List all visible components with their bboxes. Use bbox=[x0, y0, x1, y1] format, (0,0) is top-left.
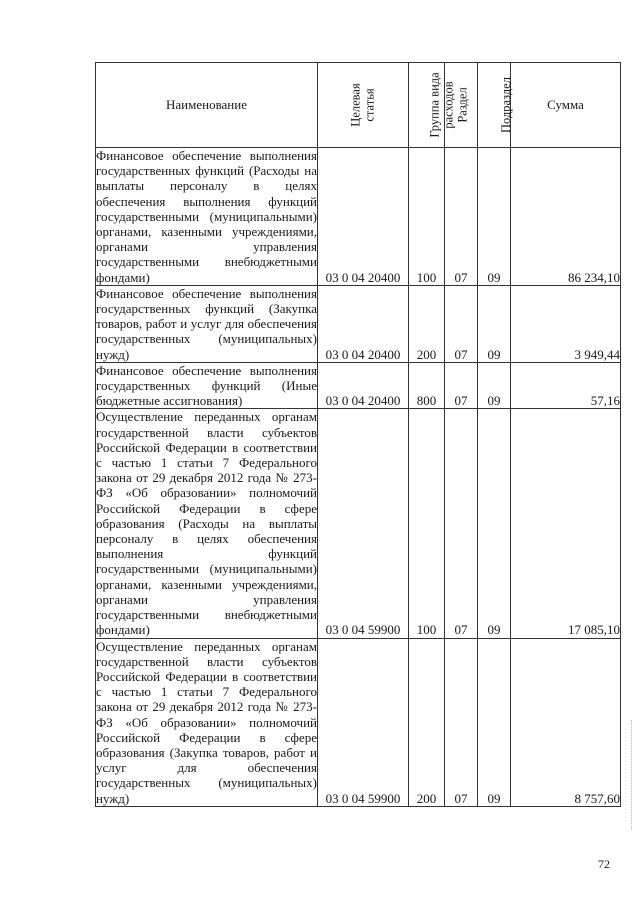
row-group: 800 bbox=[409, 362, 445, 409]
header-subsection bbox=[478, 63, 511, 148]
table-row bbox=[96, 285, 621, 362]
header-target-line2: статья bbox=[363, 87, 377, 122]
scan-artifact bbox=[631, 720, 634, 830]
row-section: 07 bbox=[445, 362, 478, 409]
header-section-label: Раздел bbox=[455, 87, 470, 123]
table-row bbox=[96, 409, 621, 638]
table-row bbox=[96, 638, 621, 806]
row-section: 07 bbox=[445, 409, 478, 638]
row-group: 100 bbox=[409, 409, 445, 638]
row-group: 200 bbox=[409, 638, 445, 806]
row-subsection: 09 bbox=[478, 638, 511, 806]
row-section: 07 bbox=[445, 148, 478, 286]
row-target: 03 0 04 20400 bbox=[318, 148, 409, 286]
row-group: 100 bbox=[409, 148, 445, 286]
row-name: Финансовое обеспечение выполнения государственных функций (Иные бюджетные ассигнования) bbox=[96, 362, 317, 409]
header-group-line1: Группа вида bbox=[427, 71, 442, 138]
row-sum: 3 949,44 bbox=[511, 285, 621, 362]
row-name: Финансовое обеспечение выполнения государственных функций (Закупка товаров, работ и услуг для обеспечения государственных (муниципальных) нужд) bbox=[96, 285, 317, 362]
row-name: Финансовое обеспечение выполнения государственных функций (Расходы на выплаты персоналу в целях обеспечения выполнения функций государственными (муниципальными) органами, казенными учреждениями, органами управления государственными внебюджетными фондами) bbox=[96, 148, 317, 285]
row-target: 03 0 04 59900 bbox=[318, 409, 409, 638]
row-subsection: 09 bbox=[478, 409, 511, 638]
row-group: 200 bbox=[409, 285, 445, 362]
row-section: 07 bbox=[445, 285, 478, 362]
page-number: 72 bbox=[598, 857, 610, 871]
header-sum: Сумма bbox=[511, 63, 621, 148]
table-header-row bbox=[96, 63, 621, 148]
row-sum: 57,16 bbox=[511, 362, 621, 409]
row-target: 03 0 04 20400 bbox=[318, 285, 409, 362]
header-subsection-label: Подраздел bbox=[498, 77, 513, 133]
row-subsection: 09 bbox=[478, 285, 511, 362]
row-sum: 17 085,10 bbox=[511, 409, 621, 638]
row-name: Осуществление переданных органам государственной власти субъектов Российской Федерации в соответствии с частью 1 статьи 7 Федерального закона от 29 декабря 2012 года № 273-ФЗ «Об образовании» полномочий Российской Федерации в сфере образования (Расходы на выплаты персоналу в целях обеспечения выполнения функций государственными (муниципальными) органами, казенными учреждениями, органами управления государственными внебюджетными фондами) bbox=[96, 409, 317, 638]
row-section: 07 bbox=[445, 638, 478, 806]
row-sum: 86 234,10 bbox=[511, 148, 621, 286]
header-expense-group bbox=[409, 63, 456, 148]
row-target: 03 0 04 59900 bbox=[318, 638, 409, 806]
row-subsection: 09 bbox=[478, 362, 511, 409]
header-group-line2: расходов bbox=[441, 80, 456, 129]
table-row bbox=[96, 362, 621, 409]
row-name: Осуществление переданных органам государственной власти субъектов Российской Федерации в соответствии с частью 1 статьи 7 Федерального закона от 29 декабря 2012 года № 273-ФЗ «Об образовании» полномочий Российской Федерации в сфере образования (Закупка товаров, работ и услуг для обеспечения государственных (муниципальных) нужд) bbox=[96, 638, 317, 806]
header-target-article bbox=[318, 63, 409, 148]
row-target: 03 0 04 20400 bbox=[318, 362, 409, 409]
row-subsection: 09 bbox=[478, 148, 511, 286]
row-sum: 8 757,60 bbox=[511, 638, 621, 806]
header-name: Наименование bbox=[96, 63, 318, 148]
header-target-line1: Целевая bbox=[349, 82, 363, 127]
budget-table bbox=[95, 62, 621, 807]
table-row bbox=[96, 148, 621, 286]
